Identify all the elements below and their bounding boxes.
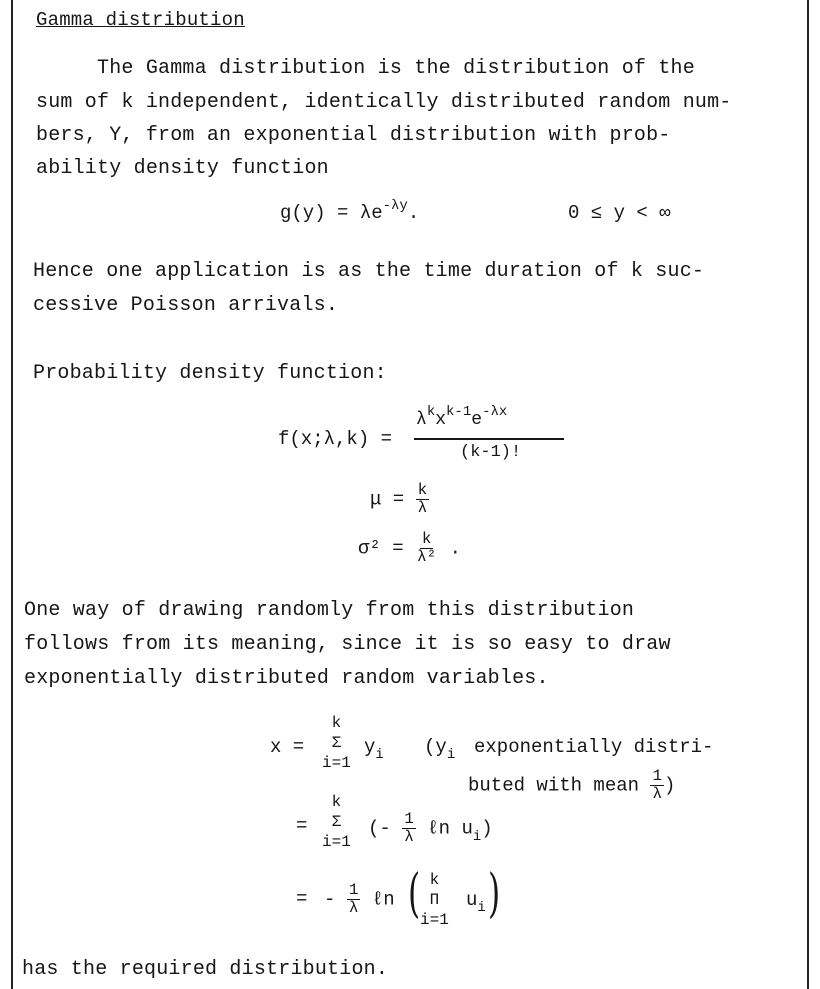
text-line: exponentially distributed random variables. <box>24 667 549 690</box>
mean-lhs: μ = <box>370 488 405 511</box>
product-operator <box>420 870 449 930</box>
note-den: λ <box>652 785 663 803</box>
num-k: k <box>426 404 436 420</box>
sum-sigma: Σ <box>331 813 342 831</box>
equals-sign-2: = <box>296 815 308 837</box>
sum-upper: k <box>331 793 342 811</box>
exponential-density-equation <box>280 198 420 224</box>
term-y: y <box>364 736 376 758</box>
section-title: Gamma distribution <box>36 9 245 31</box>
note-y: (y <box>424 736 447 758</box>
note-subscript: i <box>446 747 456 763</box>
sum-lower: i=1 <box>322 754 351 772</box>
note-close: ) <box>664 774 676 797</box>
term2-close: ) <box>481 817 493 840</box>
variance-fraction <box>415 531 438 566</box>
term-subscript: i <box>375 747 384 763</box>
equals-sign-3: = <box>296 888 308 910</box>
summation-operator-1 <box>322 713 351 773</box>
text-line: follows from its meaning, since it is so easy to draw <box>24 633 671 656</box>
closing-line: has the required distribution. <box>22 958 389 981</box>
prod-upper: k <box>429 871 440 889</box>
sum-note-open <box>424 736 456 763</box>
variance-den: λ² <box>417 548 437 566</box>
text-line: ability density function <box>36 157 329 180</box>
equation-period: . <box>407 202 420 224</box>
prod-pi: Π <box>429 891 440 909</box>
pdf-heading: Probability density function: <box>33 362 387 385</box>
mean-num: k <box>417 481 428 499</box>
right-margin-line <box>807 0 809 989</box>
text-line: bers, Y, from an exponential distribution with prob- <box>36 124 671 147</box>
sum-lower: i=1 <box>322 833 351 851</box>
t3-num: 1 <box>348 881 359 899</box>
sum-note-text-2 <box>468 768 675 803</box>
mean-fraction <box>416 482 430 517</box>
t3-ln: ℓn <box>371 888 395 911</box>
num-e: e <box>471 410 483 430</box>
sum-lhs: x = <box>270 736 305 758</box>
note-text: buted with mean <box>468 774 640 797</box>
product-u <box>466 889 486 916</box>
sum-upper: k <box>331 714 342 732</box>
term2-ln: ℓn u <box>427 817 473 840</box>
neg-sign: - <box>324 888 336 911</box>
sum-sigma: Σ <box>331 734 342 752</box>
note-num: 1 <box>652 767 663 785</box>
note-fraction <box>650 768 664 803</box>
variance-equation <box>358 531 461 566</box>
term2-fraction <box>402 811 416 846</box>
term2-open: (- <box>368 817 391 840</box>
sum-term-2 <box>368 811 493 846</box>
pdf-numerator <box>416 404 508 430</box>
term2-subscript: i <box>472 828 482 845</box>
right-paren: ) <box>488 864 501 924</box>
mean-equation <box>370 482 429 517</box>
pdf-fraction-bar <box>414 438 564 440</box>
text-line: The Gamma distribution is the distribution of the <box>36 57 695 80</box>
text-line: Hence one application is as the time duration of k suc- <box>33 260 705 283</box>
equation-lhs: g(y) = λe <box>280 202 383 224</box>
domain-range: 0 ≤ y < ∞ <box>568 202 671 224</box>
prod-lower: i=1 <box>420 911 449 929</box>
t3-fraction <box>347 882 361 917</box>
num-lambda: λ <box>416 410 427 430</box>
equation-exponent: -λy <box>382 198 408 214</box>
text-line: One way of drawing randomly from this distribution <box>24 599 635 622</box>
text-line: cessive Poisson arrivals. <box>33 294 339 317</box>
left-paren: ( <box>408 864 421 924</box>
sum-note-text-1: exponentially distri- <box>474 736 714 758</box>
t3-den: λ <box>348 899 359 917</box>
term2-num: 1 <box>404 810 414 828</box>
variance-lhs: σ² = <box>358 537 404 560</box>
num-km1: k-1 <box>446 404 472 420</box>
term2-den: λ <box>404 828 414 846</box>
t3-subscript: i <box>477 900 486 916</box>
text-line: sum of k independent, identically distributed random num- <box>36 91 732 114</box>
num-exponent: -λx <box>482 404 508 420</box>
num-x: x <box>435 410 447 430</box>
sum-term-1 <box>364 736 384 763</box>
pdf-denominator: (k-1)! <box>460 443 522 462</box>
pdf-lhs: f(x;λ,k) = <box>278 428 393 450</box>
product-term <box>324 882 395 917</box>
t3-u: u <box>466 889 478 911</box>
mean-den: λ <box>417 499 428 517</box>
variance-period: . <box>449 537 462 560</box>
left-margin-line <box>11 0 13 989</box>
summation-operator-2 <box>322 792 351 852</box>
variance-num: k <box>421 530 432 548</box>
